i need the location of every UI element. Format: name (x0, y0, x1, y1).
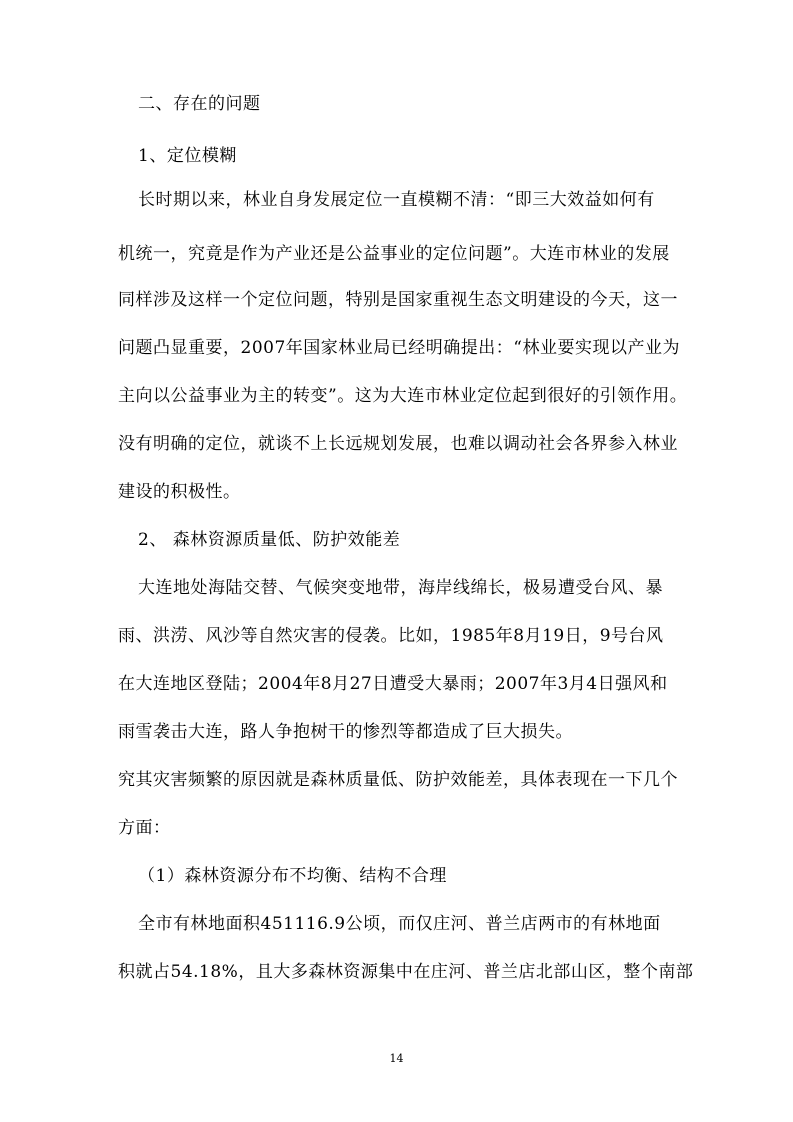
paragraph-line: 同样涉及这样一个定位问题，特别是国家重视生态文明建设的今天，这一 (118, 290, 678, 310)
paragraph-line: 建设的积极性。 (118, 482, 241, 502)
paragraph-line: 没有明确的定位，就谈不上长远规划发展，也难以调动社会各界参入林业 (118, 434, 678, 454)
paragraph-line: 雨、洪涝、风沙等自然灾害的侵袭。比如，1985年8月19日，9号台风 (118, 626, 664, 646)
paragraph-line: 方面： (118, 818, 171, 838)
paragraph-line: 大连地处海陆交替、气候突变地带，海岸线绵长，极易遭受台风、暴 (138, 578, 663, 598)
paragraph-line: 主向以公益事业为主的转变”。这为大连市林业定位起到很好的引领作用。 (118, 386, 688, 406)
subheading-positioning: 1、定位模糊 (138, 146, 237, 166)
paragraph-line: 机统一，究竟是作为产业还是公益事业的定位问题”。大连市林业的发展 (118, 244, 670, 264)
paragraph-line: 积就占54.18%，且大多森林资源集中在庄河、普兰店北部山区，整个南部 (118, 962, 694, 982)
page-number: 14 (389, 1052, 404, 1065)
paragraph-line: 问题凸显重要，2007年国家林业局已经明确提出：“林业要实现以产业为 (118, 338, 680, 358)
subheading-forest-quality: 2、 森林资源质量低、防护效能差 (138, 530, 401, 550)
paragraph-line: 全市有林地面积451116.9公顷，而仅庄河、普兰店两市的有林地面 (138, 914, 661, 934)
paragraph-line: 究其灾害频繁的原因就是森林质量低、防护效能差，具体表现在一下几个 (118, 770, 678, 790)
subheading-distribution: （1）森林资源分布不均衡、结构不合理 (138, 866, 447, 886)
paragraph-line: 雨雪袭击大连，路人争抱树干的惨烈等都造成了巨大损失。 (118, 722, 573, 742)
paragraph-line: 在大连地区登陆；2004年8月27日遭受大暴雨；2007年3月4日强风和 (118, 674, 668, 694)
paragraph-line: 长时期以来，林业自身发展定位一直模糊不清：“即三大效益如何有 (138, 190, 655, 210)
section-heading-problems: 二、存在的问题 (138, 94, 261, 114)
